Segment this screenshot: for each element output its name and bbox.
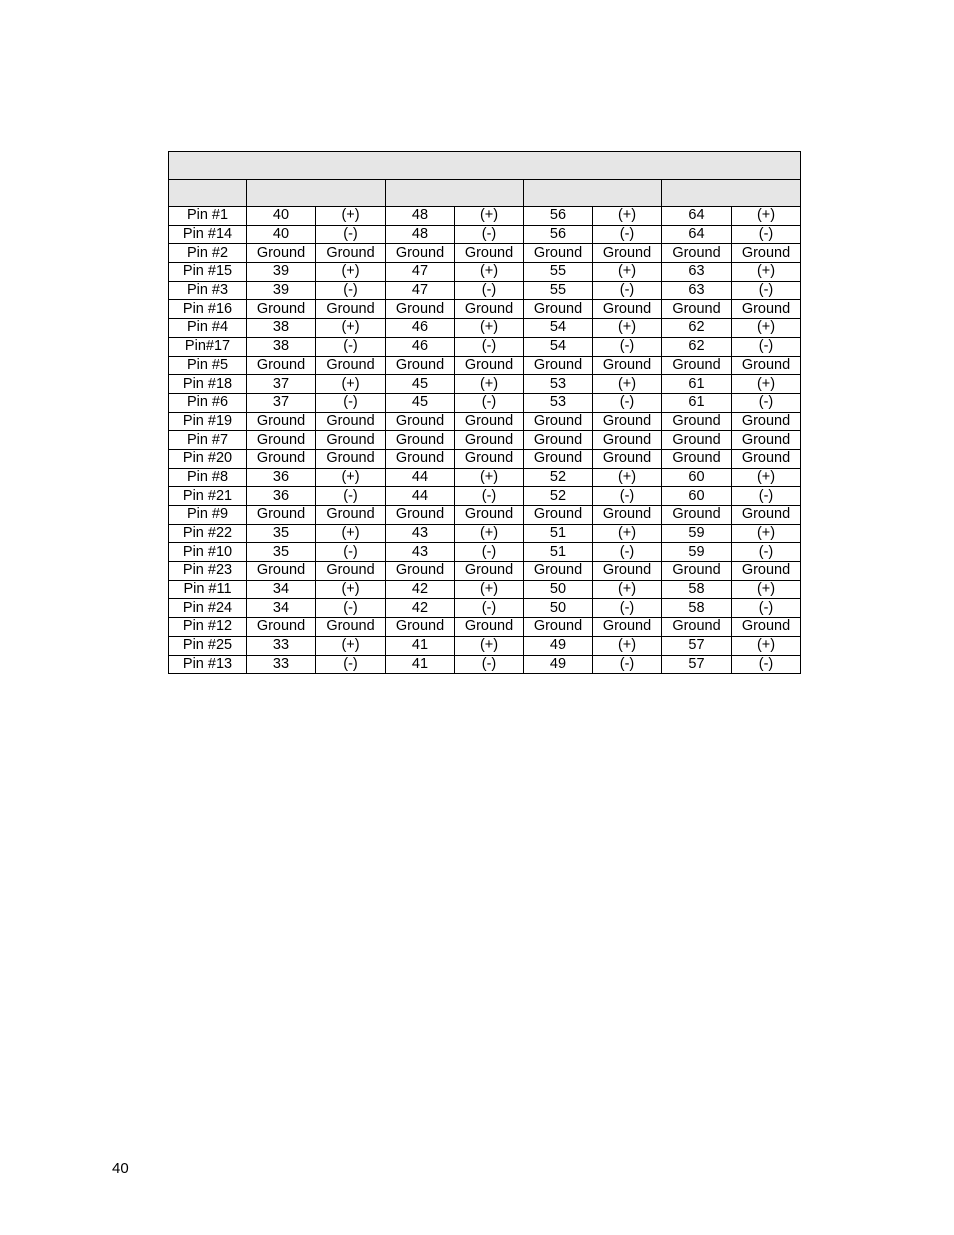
table-cell: Ground	[662, 356, 732, 375]
table-row	[169, 655, 801, 674]
table-cell: Ground	[732, 300, 801, 319]
table-header-row	[169, 180, 801, 207]
table-cell: Ground	[732, 244, 801, 263]
group-header	[169, 180, 247, 207]
table-cell: Ground	[386, 449, 455, 468]
table-cell: Ground	[662, 506, 732, 525]
table-cell: 45	[386, 375, 455, 394]
table-cell: (+)	[593, 263, 662, 282]
table-cell: (-)	[316, 487, 386, 506]
table-cell: (-)	[732, 225, 801, 244]
table-cell: Ground	[386, 412, 455, 431]
table-cell: 42	[386, 580, 455, 599]
table-cell: 63	[662, 263, 732, 282]
table-cell: (+)	[593, 636, 662, 655]
table-cell: Ground	[593, 244, 662, 263]
table-cell: (-)	[455, 599, 524, 618]
table-cell: 41	[386, 655, 455, 674]
pin-label-cell: Pin #11	[169, 580, 247, 599]
table-cell: 38	[247, 319, 316, 338]
table-cell: (-)	[593, 337, 662, 356]
table-row	[169, 580, 801, 599]
table-cell: 39	[247, 281, 316, 300]
table-cell: 35	[247, 543, 316, 562]
table-cell: 48	[386, 207, 455, 226]
table-cell: (-)	[593, 225, 662, 244]
table-cell: (+)	[732, 207, 801, 226]
table-cell: Ground	[732, 356, 801, 375]
table-cell: Ground	[524, 562, 593, 581]
table-cell: Ground	[316, 506, 386, 525]
table-cell: Ground	[247, 449, 316, 468]
table-cell: 49	[524, 655, 593, 674]
table-cell: (+)	[455, 524, 524, 543]
pin-label-cell: Pin #2	[169, 244, 247, 263]
table-cell: (+)	[455, 580, 524, 599]
table-cell: (-)	[316, 225, 386, 244]
table-cell: Ground	[386, 244, 455, 263]
table-cell: Ground	[593, 449, 662, 468]
pin-label-cell: Pin #14	[169, 225, 247, 244]
pin-label-cell: Pin #21	[169, 487, 247, 506]
table-cell: Ground	[316, 449, 386, 468]
table-cell: 62	[662, 337, 732, 356]
table-row	[169, 356, 801, 375]
table-cell: (-)	[455, 393, 524, 412]
table-cell: 48	[386, 225, 455, 244]
table-row	[169, 524, 801, 543]
table-cell: 43	[386, 524, 455, 543]
pin-label-cell: Pin #12	[169, 618, 247, 637]
table-cell: Ground	[524, 449, 593, 468]
table-cell: (+)	[593, 207, 662, 226]
table-cell: Ground	[593, 300, 662, 319]
table-row	[169, 412, 801, 431]
table-cell: Ground	[662, 431, 732, 450]
table-row	[169, 375, 801, 394]
table-cell: 36	[247, 468, 316, 487]
table-cell: 33	[247, 636, 316, 655]
pin-label-cell: Pin #8	[169, 468, 247, 487]
table-cell: Ground	[386, 356, 455, 375]
table-cell: Ground	[593, 562, 662, 581]
table-cell: 34	[247, 599, 316, 618]
table-cell: Ground	[662, 562, 732, 581]
table-cell: (-)	[593, 281, 662, 300]
table-cell: (-)	[732, 543, 801, 562]
table-row	[169, 207, 801, 226]
table-row	[169, 599, 801, 618]
table-cell: (+)	[455, 636, 524, 655]
table-cell: (-)	[732, 393, 801, 412]
table-cell: (-)	[593, 655, 662, 674]
table-cell: 54	[524, 319, 593, 338]
table-cell: Ground	[386, 431, 455, 450]
pin-label-cell: Pin#17	[169, 337, 247, 356]
pin-label-cell: Pin #13	[169, 655, 247, 674]
table-cell: 50	[524, 599, 593, 618]
table-cell: (+)	[593, 580, 662, 599]
table-cell: 59	[662, 543, 732, 562]
table-row	[169, 337, 801, 356]
table-cell: Ground	[386, 562, 455, 581]
group-header	[662, 180, 801, 207]
table-cell: 44	[386, 468, 455, 487]
table-cell: 40	[247, 225, 316, 244]
table-cell: (+)	[316, 468, 386, 487]
table-cell: 50	[524, 580, 593, 599]
pin-label-cell: Pin #5	[169, 356, 247, 375]
table-cell: (+)	[732, 375, 801, 394]
table-cell: 35	[247, 524, 316, 543]
table-cell: 60	[662, 487, 732, 506]
table-cell: Ground	[524, 356, 593, 375]
table-cell: Ground	[386, 618, 455, 637]
table-cell: Ground	[732, 618, 801, 637]
table-cell: 41	[386, 636, 455, 655]
table-cell: 56	[524, 207, 593, 226]
table-cell: 64	[662, 207, 732, 226]
table-cell: Ground	[455, 618, 524, 637]
table-cell: Ground	[524, 244, 593, 263]
table-cell: 34	[247, 580, 316, 599]
table-cell: 45	[386, 393, 455, 412]
table-cell: 40	[247, 207, 316, 226]
pin-label-cell: Pin #4	[169, 319, 247, 338]
table-cell: (-)	[455, 337, 524, 356]
table-cell: 46	[386, 337, 455, 356]
table-cell: (-)	[455, 487, 524, 506]
pin-label-cell: Pin #18	[169, 375, 247, 394]
table-cell: (-)	[455, 655, 524, 674]
table-cell: 60	[662, 468, 732, 487]
table-row	[169, 636, 801, 655]
pin-label-cell: Pin #7	[169, 431, 247, 450]
table-cell: Ground	[247, 300, 316, 319]
table-cell: Ground	[524, 412, 593, 431]
table-row	[169, 543, 801, 562]
pin-label-cell: Pin #6	[169, 393, 247, 412]
table-cell: Ground	[455, 449, 524, 468]
table-cell: 58	[662, 599, 732, 618]
table-cell: (-)	[732, 487, 801, 506]
table-row	[169, 225, 801, 244]
table-cell: 56	[524, 225, 593, 244]
table-cell: 51	[524, 543, 593, 562]
page-number: 40	[112, 1160, 129, 1177]
table-cell: Ground	[316, 356, 386, 375]
table-cell: Ground	[662, 449, 732, 468]
table-cell: Ground	[455, 412, 524, 431]
pin-label-cell: Pin #19	[169, 412, 247, 431]
table-cell: Ground	[593, 506, 662, 525]
table-cell: 52	[524, 468, 593, 487]
table-title	[169, 152, 801, 180]
table-cell: 46	[386, 319, 455, 338]
table-cell: (+)	[732, 580, 801, 599]
table-cell: 39	[247, 263, 316, 282]
table-cell: 58	[662, 580, 732, 599]
table-cell: Ground	[247, 431, 316, 450]
group-header	[386, 180, 524, 207]
table-cell: (-)	[732, 599, 801, 618]
table-cell: (+)	[316, 375, 386, 394]
table-cell: Ground	[455, 562, 524, 581]
table-cell: 42	[386, 599, 455, 618]
table-cell: (-)	[732, 337, 801, 356]
table-cell: Ground	[316, 618, 386, 637]
table-cell: (+)	[316, 636, 386, 655]
table-cell: 59	[662, 524, 732, 543]
table-cell: 47	[386, 263, 455, 282]
table-cell: (+)	[732, 524, 801, 543]
table-row	[169, 393, 801, 412]
table-cell: Ground	[524, 431, 593, 450]
table-cell: Ground	[247, 412, 316, 431]
pin-label-cell: Pin #10	[169, 543, 247, 562]
table-cell: (+)	[455, 263, 524, 282]
table-row	[169, 506, 801, 525]
table-cell: Ground	[386, 300, 455, 319]
table-cell: (-)	[593, 543, 662, 562]
table-row	[169, 468, 801, 487]
table-cell: (-)	[593, 599, 662, 618]
table-cell: Ground	[662, 300, 732, 319]
table-cell: (+)	[732, 263, 801, 282]
table-cell: 43	[386, 543, 455, 562]
table-cell: Ground	[524, 300, 593, 319]
table-cell: Ground	[455, 244, 524, 263]
table-cell: Ground	[732, 431, 801, 450]
table-cell: Ground	[455, 356, 524, 375]
table-cell: Ground	[316, 244, 386, 263]
pin-label-cell: Pin #1	[169, 207, 247, 226]
table-cell: (+)	[732, 636, 801, 655]
table-cell: (+)	[316, 263, 386, 282]
table-cell: (-)	[316, 655, 386, 674]
table-cell: Ground	[316, 300, 386, 319]
table-cell: (+)	[316, 207, 386, 226]
table-cell: (+)	[455, 319, 524, 338]
table-row	[169, 281, 801, 300]
table-cell: (+)	[455, 375, 524, 394]
table-cell: (+)	[593, 524, 662, 543]
table-cell: (+)	[316, 580, 386, 599]
table-cell: (-)	[593, 393, 662, 412]
table-cell: 55	[524, 281, 593, 300]
table-cell: Ground	[662, 244, 732, 263]
table-cell: Ground	[593, 356, 662, 375]
group-header	[524, 180, 662, 207]
table-row	[169, 244, 801, 263]
table-cell: 51	[524, 524, 593, 543]
pin-label-cell: Pin #15	[169, 263, 247, 282]
table-cell: Ground	[247, 506, 316, 525]
table-cell: 33	[247, 655, 316, 674]
table-cell: (-)	[732, 655, 801, 674]
table-cell: Ground	[247, 562, 316, 581]
table-row	[169, 319, 801, 338]
pin-label-cell: Pin #22	[169, 524, 247, 543]
table-cell: 54	[524, 337, 593, 356]
table-cell: 52	[524, 487, 593, 506]
table-cell: 57	[662, 655, 732, 674]
table-cell: Ground	[662, 618, 732, 637]
table-cell: (-)	[316, 543, 386, 562]
table-row	[169, 431, 801, 450]
table-cell: (-)	[455, 281, 524, 300]
table-cell: Ground	[386, 506, 455, 525]
table-cell: Ground	[316, 562, 386, 581]
table-cell: (-)	[316, 337, 386, 356]
group-header	[247, 180, 386, 207]
table-cell: 37	[247, 375, 316, 394]
table-cell: Ground	[732, 412, 801, 431]
table-row	[169, 618, 801, 637]
table-cell: (-)	[455, 543, 524, 562]
pin-label-cell: Pin #9	[169, 506, 247, 525]
table-cell: Ground	[732, 562, 801, 581]
table-cell: 62	[662, 319, 732, 338]
pin-label-cell: Pin #24	[169, 599, 247, 618]
table-row	[169, 562, 801, 581]
table-title-row	[169, 152, 801, 180]
table-cell: Ground	[247, 618, 316, 637]
table-cell: 37	[247, 393, 316, 412]
table-cell: Ground	[247, 244, 316, 263]
table-cell: 38	[247, 337, 316, 356]
table-cell: (+)	[593, 375, 662, 394]
table-cell: (+)	[732, 468, 801, 487]
table-cell: Ground	[732, 449, 801, 468]
table-row	[169, 300, 801, 319]
table-cell: Ground	[247, 356, 316, 375]
table-cell: Ground	[524, 506, 593, 525]
pin-label-cell: Pin #25	[169, 636, 247, 655]
table-cell: (-)	[455, 225, 524, 244]
table-cell: (+)	[316, 524, 386, 543]
table-cell: 49	[524, 636, 593, 655]
table-cell: Ground	[662, 412, 732, 431]
table-cell: Ground	[316, 412, 386, 431]
table-cell: (+)	[316, 319, 386, 338]
table-cell: (-)	[316, 393, 386, 412]
table-cell: Ground	[593, 412, 662, 431]
table-row	[169, 487, 801, 506]
table-row	[169, 449, 801, 468]
table-cell: 36	[247, 487, 316, 506]
table-cell: Ground	[455, 300, 524, 319]
table-cell: 61	[662, 393, 732, 412]
table-cell: (+)	[593, 468, 662, 487]
table-cell: Ground	[524, 618, 593, 637]
table-cell: (-)	[732, 281, 801, 300]
table-row	[169, 263, 801, 282]
table-cell: 47	[386, 281, 455, 300]
table-cell: (-)	[593, 487, 662, 506]
pinout-table	[168, 151, 801, 674]
table-cell: (-)	[316, 281, 386, 300]
table-cell: (-)	[316, 599, 386, 618]
table-cell: 53	[524, 375, 593, 394]
pin-label-cell: Pin #3	[169, 281, 247, 300]
table-cell: 55	[524, 263, 593, 282]
table-cell: (+)	[455, 468, 524, 487]
table-cell: (+)	[593, 319, 662, 338]
table-cell: 61	[662, 375, 732, 394]
table-cell: Ground	[593, 431, 662, 450]
table-cell: Ground	[593, 618, 662, 637]
table-cell: 63	[662, 281, 732, 300]
table-cell: 53	[524, 393, 593, 412]
table-cell: (+)	[732, 319, 801, 338]
table-cell: (+)	[455, 207, 524, 226]
table-cell: Ground	[455, 431, 524, 450]
table-cell: 44	[386, 487, 455, 506]
table-cell: 57	[662, 636, 732, 655]
table-cell: Ground	[316, 431, 386, 450]
table-cell: Ground	[732, 506, 801, 525]
table-cell: Ground	[455, 506, 524, 525]
pin-label-cell: Pin #23	[169, 562, 247, 581]
table-cell: 64	[662, 225, 732, 244]
pin-label-cell: Pin #16	[169, 300, 247, 319]
pin-label-cell: Pin #20	[169, 449, 247, 468]
